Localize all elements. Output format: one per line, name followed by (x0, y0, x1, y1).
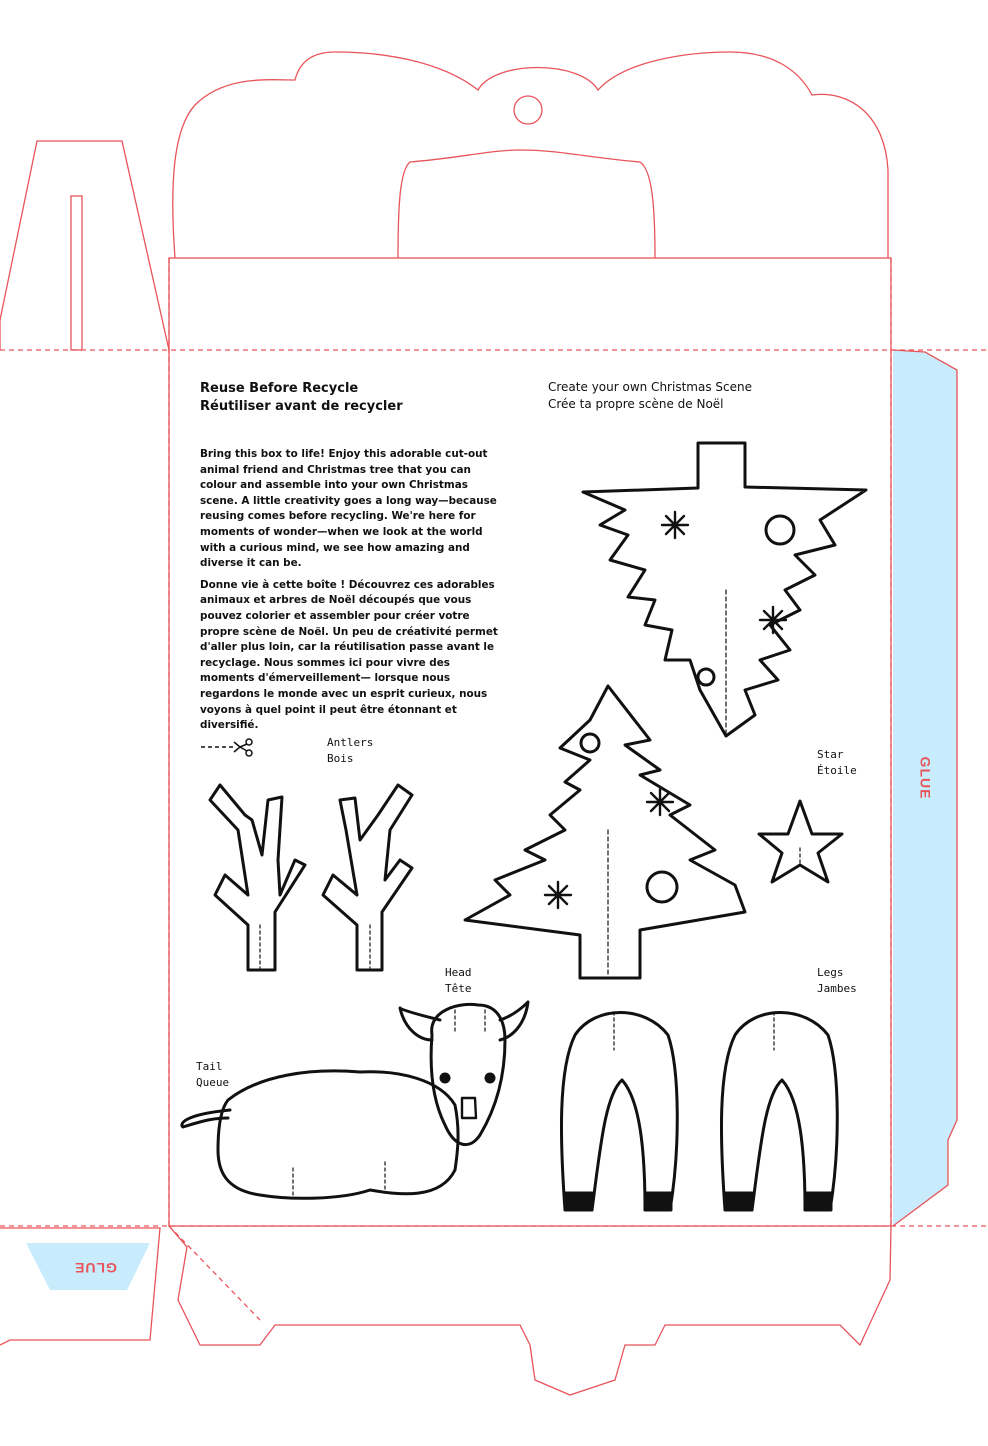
antler-cutout-right (323, 785, 412, 970)
star-cutout (759, 801, 842, 882)
head-cutout (400, 1002, 528, 1145)
scene-heading (548, 379, 752, 413)
scene-title-en: Create your own Christmas Scene (548, 380, 752, 394)
intro-body-fr: Donne vie à cette boîte ! Découvrez ces adorables animaux et arbres de Noël découpés que vous pouvez colorier et assembler pour créer votre propre scène de Noël. Un peu de créativité permet d'aller plus loin, car la réutilisation passe avant le recyclage. Nous sommes ici pour vivre des moments d'émerveillement— lorsque nous regardons le monde avec un esprit curieux, nous voyons à quel point il peut être étonnant et diversifié. (200, 578, 498, 732)
intro-body (200, 447, 500, 740)
antlers-label-en: Antlers (327, 736, 374, 749)
tail-label (196, 1059, 229, 1091)
intro-title-fr: Réutiliser avant de recycler (200, 399, 403, 414)
antlers-label (327, 735, 373, 767)
head-label-fr: Tête (445, 982, 472, 995)
glue-label-right: GLUE (917, 756, 934, 800)
antler-cutout-left (210, 785, 305, 970)
upright-tree-cutout (465, 686, 745, 978)
legs-cutout-right (721, 1012, 837, 1210)
intro-title-en: Reuse Before Recycle (200, 381, 359, 396)
intro-heading (200, 380, 500, 416)
head-label-en: Head (445, 966, 472, 979)
legs-label-fr: Jambes (817, 982, 857, 995)
star-label (817, 747, 857, 779)
legs-label-en: Legs (817, 966, 844, 979)
head-label (445, 965, 472, 997)
star-label-en: Star (817, 748, 844, 761)
scene-title-fr: Crée ta propre scène de Noël (548, 397, 724, 411)
inverted-tree-cutout (583, 443, 866, 736)
legs-label (817, 965, 857, 997)
scissors-icon (201, 739, 252, 756)
intro-body-en: Bring this box to life! Enjoy this adorable cut-out animal friend and Christmas tree that you can colour and assemble into your own Christmas scene. A little creativity goes a long way—because reusing comes before recycling. We're here for moments of wonder—when we look at the world with a curious mind, we see how amazing and diverse it can be. (200, 448, 497, 570)
tail-label-en: Tail (196, 1060, 223, 1073)
legs-cutout-left (561, 1012, 677, 1210)
star-label-fr: Étoile (817, 764, 857, 777)
antlers-label-fr: Bois (327, 752, 354, 765)
glue-label-bottom: GLUE (74, 1260, 117, 1276)
tail-label-fr: Queue (196, 1076, 230, 1089)
